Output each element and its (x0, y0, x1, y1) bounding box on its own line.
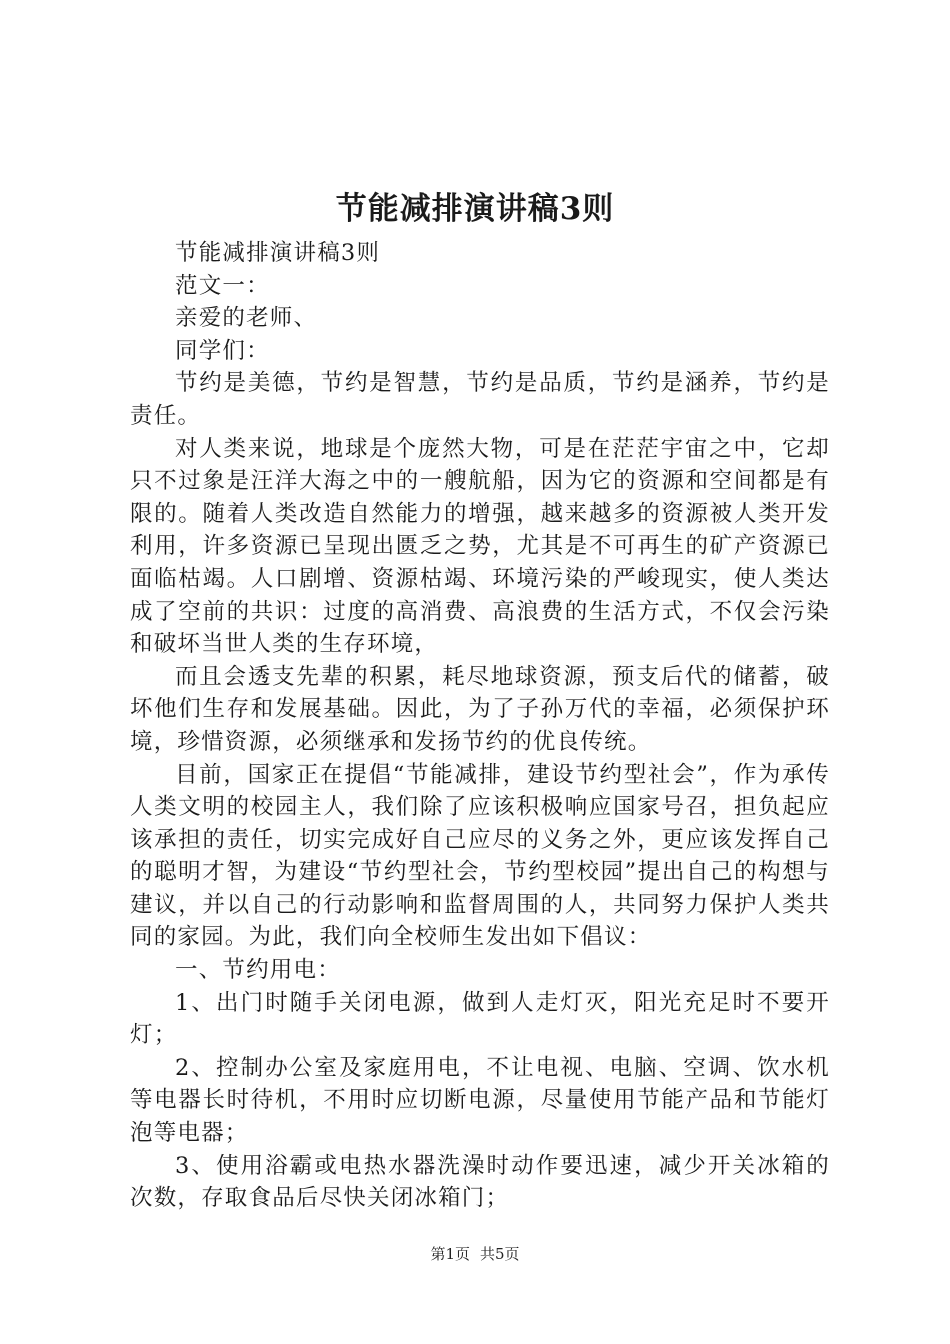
paragraph-body: 目前，国家正在提倡“节能减排，建设节约型社会”，作为承传人类文明的校园主人，我们除了应该积极响应国家号召，担负起应该承担的责任，切实完成好自己应尽的义务之外，更应该发挥自己的聪明才智，为建设“节约型社会，节约型校园”提出自己的构想与建议，并以自己的行动影响和监督周围的人，共同努力保护人类共同的家园。为此，我们向全校师生发出如下倡议： (130, 761, 830, 951)
paragraph-list-item: 2、控制办公室及家庭用电，不让电视、电脑、空调、饮水机等电器长时待机，不用时应切断电源，尽量使用节能产品和节能灯泡等电器； (130, 1054, 830, 1147)
paragraph-heading: 一、节约用电： (175, 957, 341, 984)
paragraph-subtitle: 节能减排演讲稿3则 (175, 240, 381, 266)
page-number-current: 第1页 (430, 1245, 470, 1263)
paragraph-body: 节约是美德，节约是智慧，节约是品质，节约是涵养，节约是责任。 (130, 370, 830, 429)
paragraph-list-item: 3、使用浴霸或电热水器洗澡时动作要迅速，减少开关冰箱的次数，存取食品后尽快关闭冰箱门； (130, 1152, 830, 1212)
paragraph-salutation-1: 亲爱的老师、 (175, 305, 318, 332)
paragraph-salutation-2: 同学们： (175, 337, 270, 364)
paragraph-list-item: 1、出门时随手关闭电源，做到人走灯灭，阳光充足时不要开灯； (130, 989, 830, 1049)
page-footer (0, 1244, 950, 1264)
paragraph-body: 对人类来说，地球是个庞然大物，可是在茫茫宇宙之中，它却只不过象是汪洋大海之中的一艘航船，因为它的资源和空间都是有限的。随着人类改造自然能力的增强，越来越多的资源被人类开发利用，许多资源已呈现出匮乏之势，尤其是不可再生的矿产资源已面临枯竭。人口剧增、资源枯竭、环境污染的严峻现实，使人类达成了空前的共识：过度的高消费、高浪费的生活方式，不仅会污染和破坏当世人类的生存环境， (130, 435, 830, 658)
document-body (130, 237, 830, 1215)
paragraph-body: 而且会透支先辈的积累，耗尽地球资源，预支后代的储蓄，破坏他们生存和发展基础。因此，为了子孙万代的幸福，必须保护环境，珍惜资源，必须继承和发扬节约的优良传统。 (130, 663, 830, 755)
page-number-total: 共5页 (480, 1245, 520, 1263)
document-title: 节能减排演讲稿3则 (335, 191, 615, 227)
paragraph-section-label: 范文一： (175, 272, 270, 299)
